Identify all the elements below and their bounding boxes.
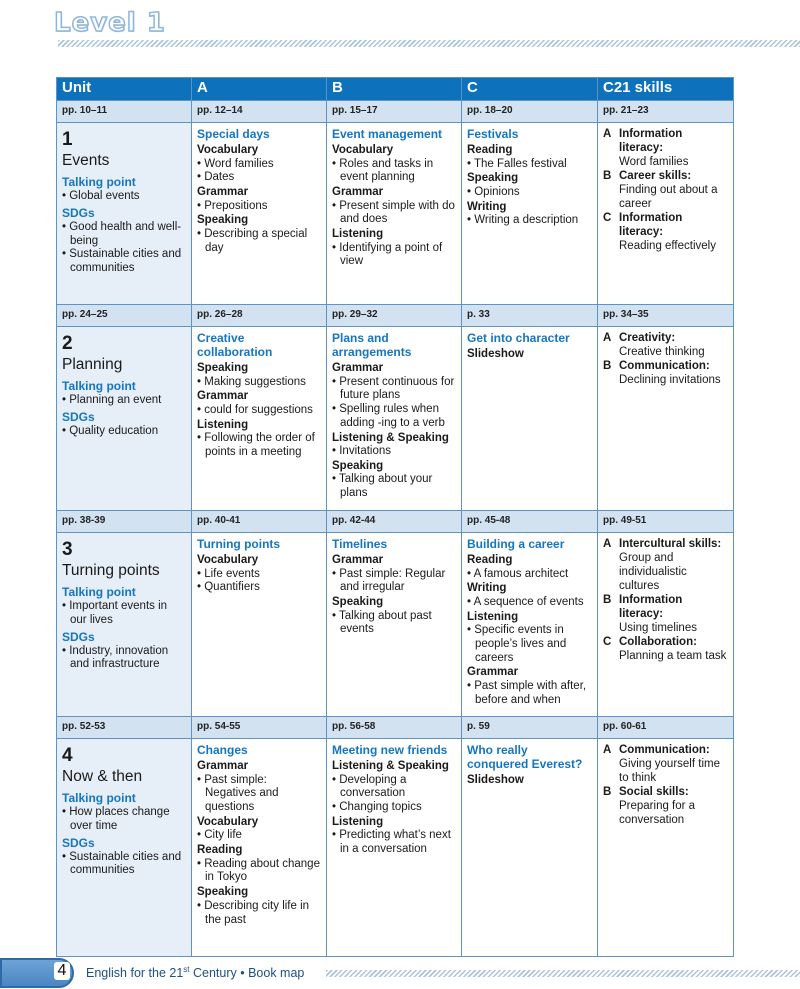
c21-skill-letter: A [603, 332, 612, 344]
skill-item: • Present continuous for future plans [332, 376, 456, 404]
sdg-item: • Sustainable cities and communities [62, 851, 186, 879]
lesson-b-cell [327, 739, 462, 957]
skill-heading: Reading [197, 844, 243, 857]
c21-skill-text: Reading effectively [619, 240, 716, 252]
skill-heading: Listening [332, 228, 384, 241]
c21-skill-title: Social skills: [619, 786, 689, 798]
c21-skill-letter: B [603, 594, 612, 606]
unit-name: Now & then [62, 768, 143, 785]
skill-heading: Reading [467, 144, 513, 156]
lesson-title: Meeting new friends [332, 743, 448, 757]
page-number: 4 [54, 962, 70, 980]
unit-cell [57, 739, 192, 957]
unit-row [57, 533, 734, 717]
c21-skill-letter: C [603, 636, 612, 648]
skill-heading: Reading [467, 554, 513, 566]
talking-point-heading: Talking point [62, 791, 136, 805]
c21-skill-item [603, 785, 728, 827]
skill-item: • Dates [197, 171, 321, 185]
page-range-c21: pp. 34–35 [598, 305, 734, 327]
c21-skill-text: Creative thinking [619, 346, 705, 358]
c21-skill-item [603, 635, 728, 663]
book-map-body [57, 101, 734, 957]
c21-skill-letter: B [603, 360, 612, 372]
skill-heading: Slideshow [467, 348, 524, 360]
skill-heading: Grammar [332, 554, 384, 566]
skill-item: • A sequence of events [467, 596, 592, 610]
lesson-title: Festivals [467, 127, 519, 141]
c21-skill-text: Finding out about a career [619, 184, 718, 210]
lesson-a-cell [192, 533, 327, 717]
header-c: C [462, 78, 598, 101]
c21-skill-letter: A [603, 538, 612, 550]
page-range-a: pp. 40-41 [192, 511, 327, 533]
footer-decorative-stripe [326, 970, 800, 977]
page-range-c: pp. 45-48 [462, 511, 598, 533]
lesson-title: Changes [197, 743, 248, 757]
c21-skill-title: Information literacy: [619, 212, 683, 238]
c21-skill-item [603, 169, 728, 211]
c21-skill-letter: B [603, 170, 612, 182]
skill-item: • Invitations [332, 445, 456, 459]
skill-item: • Quantifiers [197, 581, 321, 595]
skill-item: • Developing a conversation [332, 774, 456, 802]
c21-skill-text: Group and individualistic cultures [619, 552, 687, 592]
page-range-b: pp. 15–17 [327, 101, 462, 123]
skill-item: • Talking about past events [332, 610, 456, 638]
unit-number: 1 [62, 129, 73, 150]
unit-number: 3 [62, 539, 73, 560]
page-range-b: pp. 42-44 [327, 511, 462, 533]
skill-item: • Following the order of points in a meeting [197, 432, 321, 460]
sdg-item: • Good health and well-being [62, 221, 186, 249]
sdg-item: • Industry, innovation and infrastructure [62, 645, 186, 673]
skill-item: • A famous architect [467, 568, 592, 582]
c21-skill-body [619, 211, 728, 253]
c21-skill-body [619, 635, 728, 663]
skill-heading: Speaking [197, 214, 249, 227]
skill-item: • Making suggestions [197, 376, 321, 390]
skill-heading: Speaking [332, 596, 384, 609]
skill-heading: Speaking [332, 459, 384, 472]
lesson-title: Special days [197, 127, 270, 141]
skill-heading: Writing [467, 200, 507, 213]
sdg-item: • Sustainable cities and communities [62, 248, 186, 276]
c21-skill-letter: A [603, 744, 612, 756]
header-unit: Unit [57, 78, 192, 101]
sdg-item: • Quality education [62, 425, 186, 439]
unit-name: Planning [62, 356, 123, 373]
skill-item: • Prepositions [197, 200, 321, 214]
skill-heading: Listening & Speaking [332, 431, 449, 444]
skill-item: • Specific events in people’s lives and careers [467, 624, 592, 665]
page-range-unit: pp. 24–25 [57, 305, 192, 327]
lesson-c-cell [462, 123, 598, 305]
lesson-title: Building a career [467, 537, 565, 551]
skill-item: • Roles and tasks in event planning [332, 158, 456, 186]
skill-heading: Listening & Speaking [332, 760, 449, 772]
sdgs-heading: SDGs [62, 835, 95, 850]
c21-skill-item [603, 593, 728, 635]
lesson-a-cell [192, 123, 327, 305]
c21-skill-title: Information literacy: [619, 594, 683, 620]
c21-skill-body [619, 537, 728, 593]
skill-item: • Word families [197, 158, 321, 172]
skill-heading: Vocabulary [197, 554, 259, 566]
skill-heading: Speaking [467, 172, 519, 185]
skill-item: • Describing city life in the past [197, 900, 321, 928]
unit-cell [57, 123, 192, 305]
page-range-c21: pp. 21–23 [598, 101, 734, 123]
skill-heading: Writing [467, 582, 507, 595]
skill-heading: Slideshow [467, 774, 524, 786]
c21-skills-cell [598, 739, 734, 957]
skill-item: • The Falles festival [467, 158, 592, 172]
c21-skill-letter: C [603, 212, 612, 224]
c21-skill-body [619, 359, 728, 387]
page-range-b: pp. 56-58 [327, 717, 462, 739]
c21-skill-item [603, 743, 728, 785]
unit-number: 2 [62, 333, 73, 354]
c21-skill-item [603, 211, 728, 253]
c21-skill-item [603, 537, 728, 593]
unit-row [57, 327, 734, 511]
c21-skill-item [603, 359, 728, 387]
skill-heading: Grammar [332, 362, 384, 374]
sdgs-heading: SDGs [62, 629, 95, 644]
talking-point-heading: Talking point [62, 175, 136, 189]
c21-skill-item [603, 127, 728, 169]
c21-skill-text: Word families [619, 156, 689, 168]
unit-cell [57, 327, 192, 511]
page-range-c: p. 33 [462, 305, 598, 327]
c21-skill-body [619, 169, 728, 211]
c21-skills-cell [598, 123, 734, 305]
c21-skill-title: Information literacy: [619, 128, 683, 154]
page-range-unit: pp. 10–11 [57, 101, 192, 123]
unit-row [57, 123, 734, 305]
page-range-row [57, 511, 734, 533]
skill-heading: Grammar [197, 186, 249, 199]
lesson-title: Who really conquered Everest? [467, 743, 583, 771]
c21-skill-text: Giving yourself time to think [619, 758, 720, 784]
c21-skill-body [619, 331, 728, 359]
skill-item: • Past simple: Negatives and questions [197, 774, 321, 815]
skill-heading: Vocabulary [197, 815, 259, 828]
skill-heading: Listening [197, 418, 249, 431]
skill-item: • could for suggestions [197, 404, 321, 418]
skill-heading: Speaking [197, 362, 249, 374]
skill-item: • Reading about change in Tokyo [197, 858, 321, 886]
unit-name: Turning points [62, 562, 160, 579]
skill-item: • Opinions [467, 186, 592, 200]
skill-item: • Talking about your plans [332, 473, 456, 501]
page-range-b: pp. 29–32 [327, 305, 462, 327]
c21-skill-body [619, 593, 728, 635]
sdgs-heading: SDGs [62, 205, 95, 220]
lesson-b-cell [327, 123, 462, 305]
page-range-row [57, 717, 734, 739]
c21-skills-cell [598, 533, 734, 717]
talking-point-heading: Talking point [62, 379, 136, 393]
lesson-b-cell [327, 327, 462, 511]
lesson-a-cell [192, 739, 327, 957]
sdgs-heading: SDGs [62, 409, 95, 424]
lesson-a-cell [192, 327, 327, 511]
c21-skill-letter: B [603, 786, 612, 798]
skill-item: • Past simple: Regular and irregular [332, 568, 456, 596]
header-b: B [327, 78, 462, 101]
page-range-c: pp. 18–20 [462, 101, 598, 123]
page-range-a: pp. 12–14 [192, 101, 327, 123]
c21-skill-text: Using timelines [619, 622, 697, 634]
lesson-c-cell [462, 533, 598, 717]
unit-name: Events [62, 152, 110, 169]
skill-item: • City life [197, 829, 321, 843]
page-range-row [57, 305, 734, 327]
c21-skill-text: Preparing for a conversation [619, 800, 696, 826]
skill-heading: Listening [467, 610, 519, 623]
unit-cell [57, 533, 192, 717]
c21-skill-body [619, 785, 728, 827]
skill-item: • Identifying a point of view [332, 242, 456, 270]
c21-skill-text: Declining invitations [619, 374, 721, 386]
c21-skill-title: Collaboration: [619, 636, 697, 648]
c21-skill-title: Intercultural skills: [619, 538, 722, 550]
lesson-title: Timelines [332, 537, 388, 551]
skill-item: • Changing topics [332, 801, 456, 815]
talking-point-item: • How places change over time [62, 806, 186, 834]
page-range-row [57, 101, 734, 123]
page-range-c21: pp. 60-61 [598, 717, 734, 739]
unit-row [57, 739, 734, 957]
c21-skill-title: Communication: [619, 744, 710, 756]
skill-item: • Predicting what’s next in a conversation [332, 829, 456, 857]
table-header-row [57, 78, 734, 101]
lesson-title: Plans and arrangements [332, 331, 412, 359]
skill-item: • Present simple with do and does [332, 200, 456, 228]
talking-point-item: • Global events [62, 190, 186, 204]
skill-heading: Vocabulary [197, 144, 259, 156]
book-map-table [56, 77, 734, 957]
skill-item: • Describing a special day [197, 228, 321, 256]
header-a: A [192, 78, 327, 101]
page-title: Level 1 [54, 8, 166, 38]
unit-number: 4 [62, 745, 73, 766]
footer-title: English for the 21st Century • Book map [86, 965, 305, 981]
c21-skill-letter: A [603, 128, 612, 140]
skill-heading: Listening [332, 815, 384, 828]
lesson-c-cell [462, 327, 598, 511]
lesson-title: Creative collaboration [197, 331, 273, 359]
skill-heading: Speaking [197, 886, 249, 899]
lesson-b-cell [327, 533, 462, 717]
c21-skills-cell [598, 327, 734, 511]
skill-item: • Spelling rules when adding -ing to a verb [332, 403, 456, 431]
page-range-a: pp. 26–28 [192, 305, 327, 327]
page-range-unit: pp. 52-53 [57, 717, 192, 739]
lesson-title: Get into character [467, 331, 570, 345]
c21-skill-body [619, 127, 728, 169]
lesson-title: Turning points [197, 537, 281, 551]
c21-skill-item [603, 331, 728, 359]
skill-item: • Past simple with after, before and when [467, 680, 592, 708]
c21-skill-text: Planning a team task [619, 650, 727, 662]
lesson-title: Event management [332, 127, 443, 141]
page-range-unit: pp. 38-39 [57, 511, 192, 533]
title-decorative-stripe [58, 40, 800, 47]
talking-point-item: • Planning an event [62, 394, 186, 408]
talking-point-item: • Important events in our lives [62, 600, 186, 628]
skill-heading: Grammar [197, 760, 249, 772]
skill-item: • Writing a description [467, 214, 592, 228]
c21-skill-body [619, 743, 728, 785]
skill-item: • Life events [197, 568, 321, 582]
skill-heading: Grammar [467, 666, 519, 679]
c21-skill-title: Career skills: [619, 170, 692, 182]
page-range-a: pp. 54-55 [192, 717, 327, 739]
page-range-c: p. 59 [462, 717, 598, 739]
lesson-c-cell [462, 739, 598, 957]
skill-heading: Vocabulary [332, 144, 394, 156]
c21-skill-title: Communication: [619, 360, 710, 372]
header-c21: C21 skills [598, 78, 734, 101]
page-range-c21: pp. 49-51 [598, 511, 734, 533]
skill-heading: Grammar [332, 186, 384, 199]
c21-skill-title: Creativity: [619, 332, 676, 344]
talking-point-heading: Talking point [62, 585, 136, 599]
skill-heading: Grammar [197, 390, 249, 403]
